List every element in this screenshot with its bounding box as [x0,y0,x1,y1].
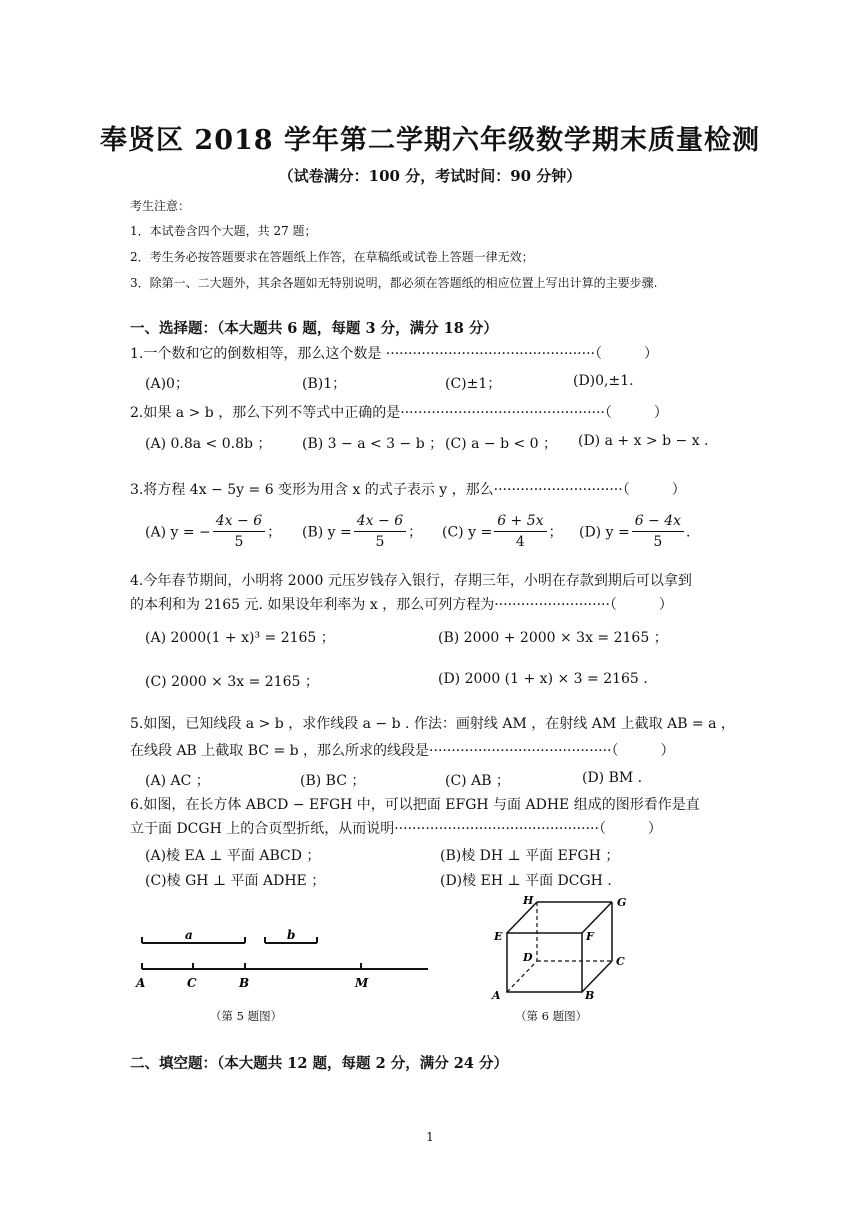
point-c-label: C [187,976,197,990]
q1-option-d: (D)0,±1. [573,373,634,389]
question-5-stem-line-2: 在线段 AB 上截取 BC = b ，那么所求的线段是·········································（ ） [130,743,675,759]
q3-d-den: 5 [653,534,663,551]
q3-a-den: 5 [234,534,244,551]
q3-option-b [302,514,422,551]
label-a: a [185,928,193,942]
vertex-h: H [523,894,534,907]
exam-info: （试卷满分：100 分，考试时间：90 分钟） [278,167,582,185]
question-4-stem-line-1: 4.今年春节期间，小明将 2000 元压岁钱存入银行，存期三年，小明在存款到期后可以拿到 [130,573,692,589]
notice-item-1: 1．本试卷含四个大题，共 27 题； [130,224,317,238]
face-efba [507,933,582,992]
q3-b-fraction [354,514,406,551]
q6-option-c: (C)棱 GH ⊥ 平面 ADHE ； [145,873,326,889]
q5-option-a: (A) AC ； [145,773,210,789]
question-5-stem-line-1: 5.如图，已知线段 a > b ，求作线段 a − b . 作法：画射线 AM ，在射线 AM 上截取 AB = a ， [130,716,735,732]
vertex-c: C [616,955,625,968]
q3-c-prefix: (C) y = [442,524,493,541]
point-m-label: M [355,976,369,990]
section-2-heading: 二、填空题：（本大题共 12 题，每题 2 分，满分 24 分） [130,1055,508,1072]
point-b-label: B [239,976,250,990]
edge-bc [582,961,612,992]
q3-b-prefix: (B) y = [302,524,352,541]
q4-option-c: (C) 2000 × 3x = 2165 ； [145,674,319,690]
notice-heading: 考生注意： [130,199,191,213]
page-title: 奉贤区 2018 学年第二学期六年级数学期末质量检测 [100,125,760,156]
q2-option-c: (C) a − b < 0 ； [445,436,558,452]
vertex-b: B [585,989,595,1002]
question-6-stem-line-2: 立于面 DCGH 上的合页型折纸，从而说明··············································（ ） [130,821,662,837]
figure-6-cuboid [485,888,635,1006]
q3-b-num: 4x − 6 [354,514,406,532]
q3-c-fraction [494,514,546,551]
q3-a-fraction [213,514,265,551]
q4-option-a: (A) 2000(1 + x)³ = 2165 ； [145,630,335,646]
vertex-a: A [492,989,501,1002]
q3-d-num: 6 − 4x [632,514,684,532]
notice-item-3: 3．除第一、二大题外，其余各题如无特别说明，都必须在答题纸的相应位置上写出计算的主要步骤. [130,276,658,290]
q3-c-num: 6 + 5x [494,514,546,532]
segment-a [142,937,245,943]
q3-d-prefix: (D) y = [579,524,630,541]
q3-option-d [579,514,691,551]
q3-c-suffix: ； [548,524,563,541]
q3-b-suffix: ； [408,524,423,541]
q6-option-a: (A)棱 EA ⊥ 平面 ABCD ； [145,848,321,864]
q3-a-prefix: (A) y = − [145,524,211,541]
vertex-d: D [523,951,533,964]
label-b: b [287,928,296,942]
q2-option-a: (A) 0.8a < 0.8b ； [145,436,272,452]
vertex-g: G [617,896,627,909]
q5-option-b: (B) BC ； [300,773,366,789]
q6-option-d: (D)棱 EH ⊥ 平面 DCGH . [440,873,612,889]
edge-fg [582,902,612,933]
q3-d-fraction [632,514,684,551]
q1-option-c: (C)±1； [445,376,502,392]
q3-c-den: 4 [515,534,525,551]
question-6-stem-line-1: 6.如图，在长方体 ABCD − EFGH 中，可以把面 EFGH 与面 ADHE 组成的图形看作是直 [130,797,700,813]
vertex-e: E [494,930,503,943]
q1-option-b: (B)1； [302,376,347,392]
q4-option-b: (B) 2000 + 2000 × 3x = 2165 ； [438,630,668,646]
q3-d-suffix: . [686,524,691,541]
figure-5-caption: （第 5 题图） [210,1009,283,1023]
q5-option-d: (D) BM . [582,770,643,786]
q2-option-b: (B) 3 − a < 3 − b ； [302,436,444,452]
section-1-heading: 一、选择题：（本大题共 6 题，每题 3 分，满分 18 分） [130,320,498,337]
q4-option-d: (D) 2000 (1 + x) × 3 = 2165 . [438,671,648,687]
q6-option-b: (B)棱 DH ⊥ 平面 EFGH ； [440,848,620,864]
question-4-stem-line-2: 的本利和为 2165 元. 如果设年利率为 x ，那么可列方程为··························（ ） [130,597,673,613]
figure-5-segments [125,915,445,995]
q3-a-suffix: ； [267,524,282,541]
q3-b-den: 5 [375,534,385,551]
point-a-label: A [136,976,146,990]
q3-option-c [442,514,563,551]
figure-6-caption: （第 6 题图） [515,1009,588,1023]
question-2-stem: 2.如果 a > b ，那么下列不等式中正确的是··············································（ ） [130,405,668,421]
edge-ad [507,961,537,992]
page-number: 1 [426,1130,434,1144]
vertex-f: F [586,930,594,943]
notice-item-2: 2．考生务必按答题要求在答题纸上作答，在草稿纸或试卷上答题一律无效； [130,250,534,264]
q2-option-d: (D) a + x > b − x . [578,433,709,449]
q3-option-a [145,514,281,551]
q5-option-c: (C) AB ； [445,773,510,789]
question-1-stem: 1.一个数和它的倒数相等，那么这个数是 ···············································（ ） [130,346,658,362]
q1-option-a: (A)0； [145,376,189,392]
question-3-stem: 3.将方程 4x − 5y = 6 变形为用含 x 的式子表示 y ，那么·····························（ ） [130,482,686,498]
q3-a-num: 4x − 6 [213,514,265,532]
